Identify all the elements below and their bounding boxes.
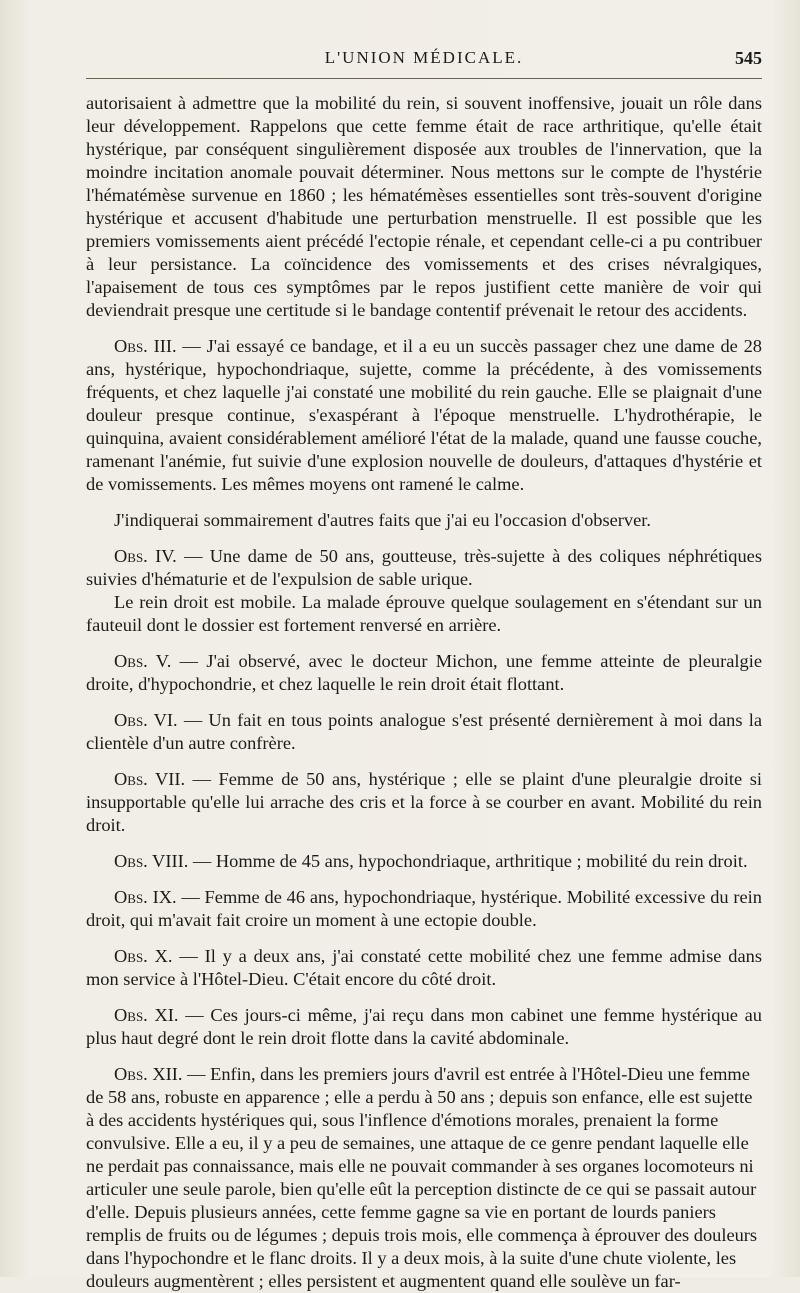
observation-text: — Il y a deux ans, j'ai constaté cette mobilité chez une femme admise dans mon service à l'Hôtel-Dieu. C'était encore du côté droit. — [86, 946, 762, 989]
observation-6 — [86, 709, 762, 755]
paragraph-text: autorisaient à admettre que la mobilité du rein, si souvent inoffensive, jouait un rôle dans leur développement. Rappelons que cette femme était de race arthritique, qu'elle était hystérique, par conséquent singulièrement disposée aux troubles de l'innervation, que la moindre incitation anomale pouvait déterminer. Nous mettons sur le compte de l'hystérie l'hématémèse survenue en 1860 ; les hématémèses essentielles sont très-souvent d'origine hystérique et accusent d'habitude une perturbation menstruelle. Il est possible que les premiers vomissements aient précédé l'ectopie rénale, et cependant celle-ci a pu contribuer à leur persistance. La coïncidence des vomissements et des crises névralgiques, l'apaisement de tous ces symptômes par le repos justifient cette manière de voir qui deviendrait presque une certitude si le bandage contentif prévenait le retour des accidents. — [86, 93, 762, 320]
paragraph-text: J'indiquerai sommairement d'autres faits que j'ai eu l'occasion d'observer. — [114, 510, 651, 530]
observation-5 — [86, 650, 762, 696]
observation-11 — [86, 1004, 762, 1050]
header-rule — [86, 78, 762, 79]
paragraph-summary — [86, 509, 762, 532]
observation-12 — [86, 1063, 762, 1293]
observation-10 — [86, 945, 762, 991]
observation-text: — Ces jours-ci même, j'ai reçu dans mon cabinet une femme hystérique au plus haut degré dont le rein droit flotte dans la cavité abdominale. — [86, 1005, 763, 1048]
observation-7 — [86, 768, 762, 837]
paragraph-continuation — [86, 92, 762, 322]
observation-label: Obs. IX. — [114, 887, 177, 907]
observation-4 — [86, 545, 762, 591]
observation-9 — [86, 886, 762, 932]
observation-8 — [86, 850, 762, 873]
observation-label: Obs. IV. — [114, 546, 177, 566]
paragraph-observation-4-detail — [86, 591, 762, 637]
journal-title: L'UNION MÉDICALE. — [324, 48, 524, 67]
observation-label: Obs. V. — [114, 651, 172, 671]
observation-label: Obs. VIII. — [114, 851, 189, 871]
observation-label: Obs. XII. — [114, 1064, 183, 1084]
observation-text: — Enfin, dans les premiers jours d'avril est entrée à l'Hôtel-Dieu une femme de 58 ans, robuste en apparence ; elle a perdu à 50 ans ; depuis son enfance, elle est sujette à des accidents hystériques qui, sous l'inflence d'émotions morales, prenaient la forme convulsive. Elle a eu, il y a peu de semaines, une attaque de ce genre pendant laquelle elle ne perdait pas connaissance, mais elle ne pouvait commander à ses organes locomoteurs ni articuler une seule parole, bien qu'elle eût la perception distincte de ce qui se passait autour d'elle. Depuis plusieurs années, cette femme gagne sa vie en portant de lourds paniers remplis de fruits ou de légumes ; depuis trois mois, elle commença à éprouver des douleurs dans l'hypochondre et le flanc droits. Il y a deux mois, à la suite d'une chute violente, les douleurs augmentèrent ; elles persistent et augmentent quand elle soulève un far- — [86, 1064, 758, 1291]
observation-label: Obs. VI. — [114, 710, 178, 730]
observation-text: — J'ai observé, avec le docteur Michon, une femme atteinte de pleuralgie droite, d'hypochondrie, et chez laquelle le rein droit était flottant. — [86, 651, 762, 694]
paragraph-text: Le rein droit est mobile. La malade éprouve quelque soulagement en s'étendant sur un fauteuil dont le dossier est fortement renversé en arrière. — [86, 592, 762, 635]
page-number: 545 — [735, 48, 762, 68]
observation-3 — [86, 335, 762, 496]
observation-label: Obs. X. — [114, 946, 173, 966]
observation-text: — Un fait en tous points analogue s'est présenté dernièrement à moi dans la clientèle d'un autre confrère. — [86, 710, 762, 753]
observation-text: — Homme de 45 ans, hypochondriaque, arthritique ; mobilité du rein droit. — [192, 851, 748, 871]
body-text — [86, 92, 762, 1293]
observation-text: — J'ai essayé ce bandage, et il a eu un succès passager chez une dame de 28 ans, hystérique, hypochondriaque, sujette, comme la précédente, à des vomissements fréquents, et chez laquelle j'ai constaté une mobilité du rein gauche. Elle se plaignait d'une douleur presque continue, s'exaspérant à l'époque menstruelle. L'hydrothérapie, le quinquina, avaient considérablement amélioré l'état de la malade, quand une fausse couche, ramenant l'anémie, fut suivie d'une explosion nouvelle de douleurs, d'attaques d'hystérie et de vomissements. Les mêmes moyens ont ramené le calme. — [86, 336, 762, 494]
observation-text: — Femme de 46 ans, hypochondriaque, hystérique. Mobilité excessive du rein droit, qui m'avait fait croire un moment à une ectopie double. — [86, 887, 762, 930]
observation-text: — Une dame de 50 ans, goutteuse, très-sujette à des coliques néphrétiques suivies d'hématurie et de l'expulsion de sable urique. — [86, 546, 762, 589]
observation-text: — Femme de 50 ans, hystérique ; elle se plaint d'une pleuralgie droite si insupportable qu'elle lui arrache des cris et la force à se courber en avant. Mobilité du rein droit. — [86, 769, 762, 835]
running-head — [86, 48, 762, 74]
observation-label: Obs. XI. — [114, 1005, 179, 1025]
observation-label: Obs. VII. — [114, 769, 186, 789]
observation-label: Obs. III. — [114, 336, 177, 356]
